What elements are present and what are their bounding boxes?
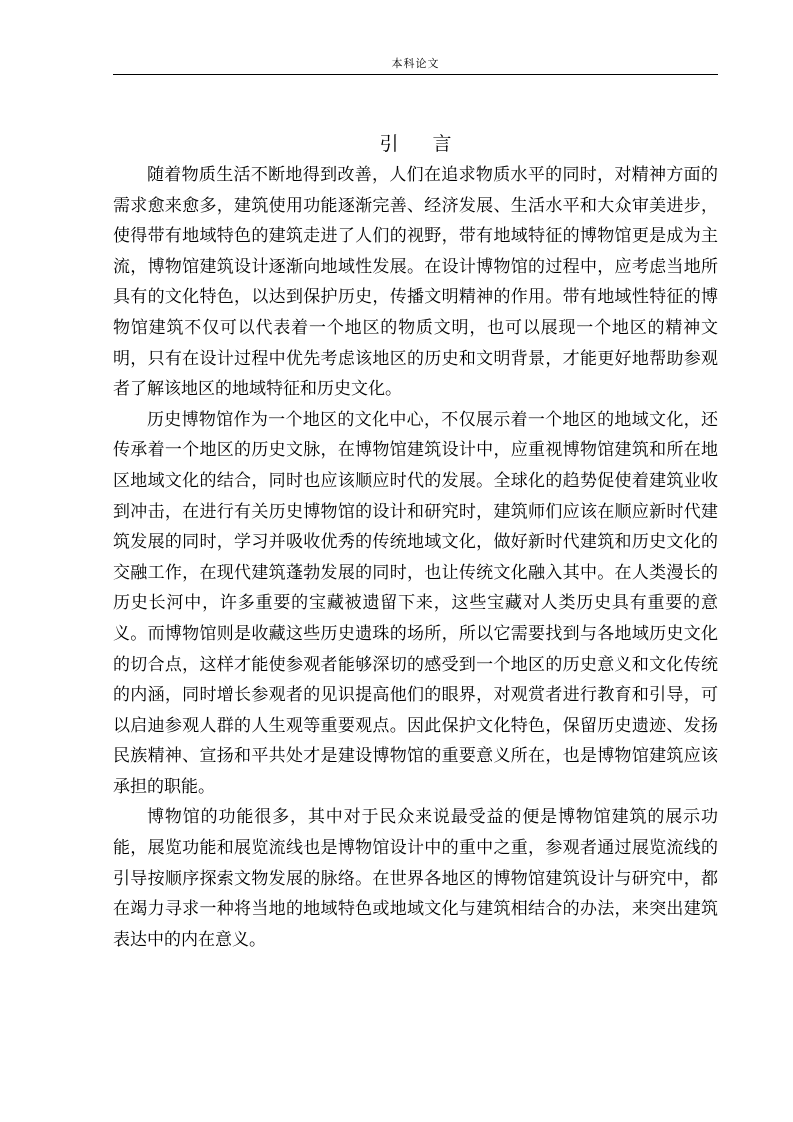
page-title: 引言: [379, 133, 486, 155]
body-text: [113, 160, 718, 955]
page-header: [113, 52, 718, 75]
header-text: 本科论文: [391, 57, 440, 70]
paragraph-2: 历史博物馆作为一个地区的文化中心，不仅展示着一个地区的地域文化，还传承着一个地区的历史文脉，在博物馆建筑设计中，应重视博物馆建筑和所在地区地域文化的结合，同时也应该顺应时代的发展。全球化的趋势促使着建筑业收到冲击，在进行有关历史博物馆的设计和研究时，建筑师们应该在顺应新时代建筑发展的同时，学习并吸收优秀的传统地域文化，做好新时代建筑和历史文化的交融工作，在现代建筑蓬勃发展的同时，也让传统文化融入其中。在人类漫长的历史长河中，许多重要的宝藏被遗留下来，这些宝藏对人类历史具有重要的意义。而博物馆则是收藏这些历史遗珠的场所，所以它需要找到与各地域历史文化的切合点，这样才能使参观者能够深切的感受到一个地区的历史意义和文化传统的内涵，同时增长参观者的见识提高他们的眼界，对观赏者进行教育和引导，可以启迪参观人群的人生观等重要观点。因此保护文化特色，保留历史遗迹、发扬民族精神、宣扬和平共处才是建设博物馆的重要意义所在，也是博物馆建筑应该承担的职能。: [113, 409, 718, 797]
paragraph-3: 博物馆的功能很多，其中对于民众来说最受益的便是博物馆建筑的展示功能，展览功能和展览流线也是博物馆设计中的重中之重，参观者通过展览流线的引导按顺序探索文物发展的脉络。在世界各地区的博物馆建筑设计与研究中，都在竭力寻求一种将当地的地域特色或地域文化与建筑相结合的办法，来突出建筑表达中的内在意义。: [113, 807, 718, 950]
paragraph-1: 随着物质生活不断地得到改善，人们在追求物质水平的同时，对精神方面的需求愈来愈多，建筑使用功能逐渐完善、经济发展、生活水平和大众审美进步，使得带有地域特色的建筑走进了人们的视野，带有地域特征的博物馆更是成为主流，博物馆建筑设计逐渐向地域性发展。在设计博物馆的过程中，应考虑当地所具有的文化特色，以达到保护历史，传播文明精神的作用。带有地域性特征的博物馆建筑不仅可以代表着一个地区的物质文明，也可以展现一个地区的精神文明，只有在设计过程中优先考虑该地区的历史和文明背景，才能更好地帮助参观者了解该地区的地域特征和历史文化。: [113, 165, 718, 400]
